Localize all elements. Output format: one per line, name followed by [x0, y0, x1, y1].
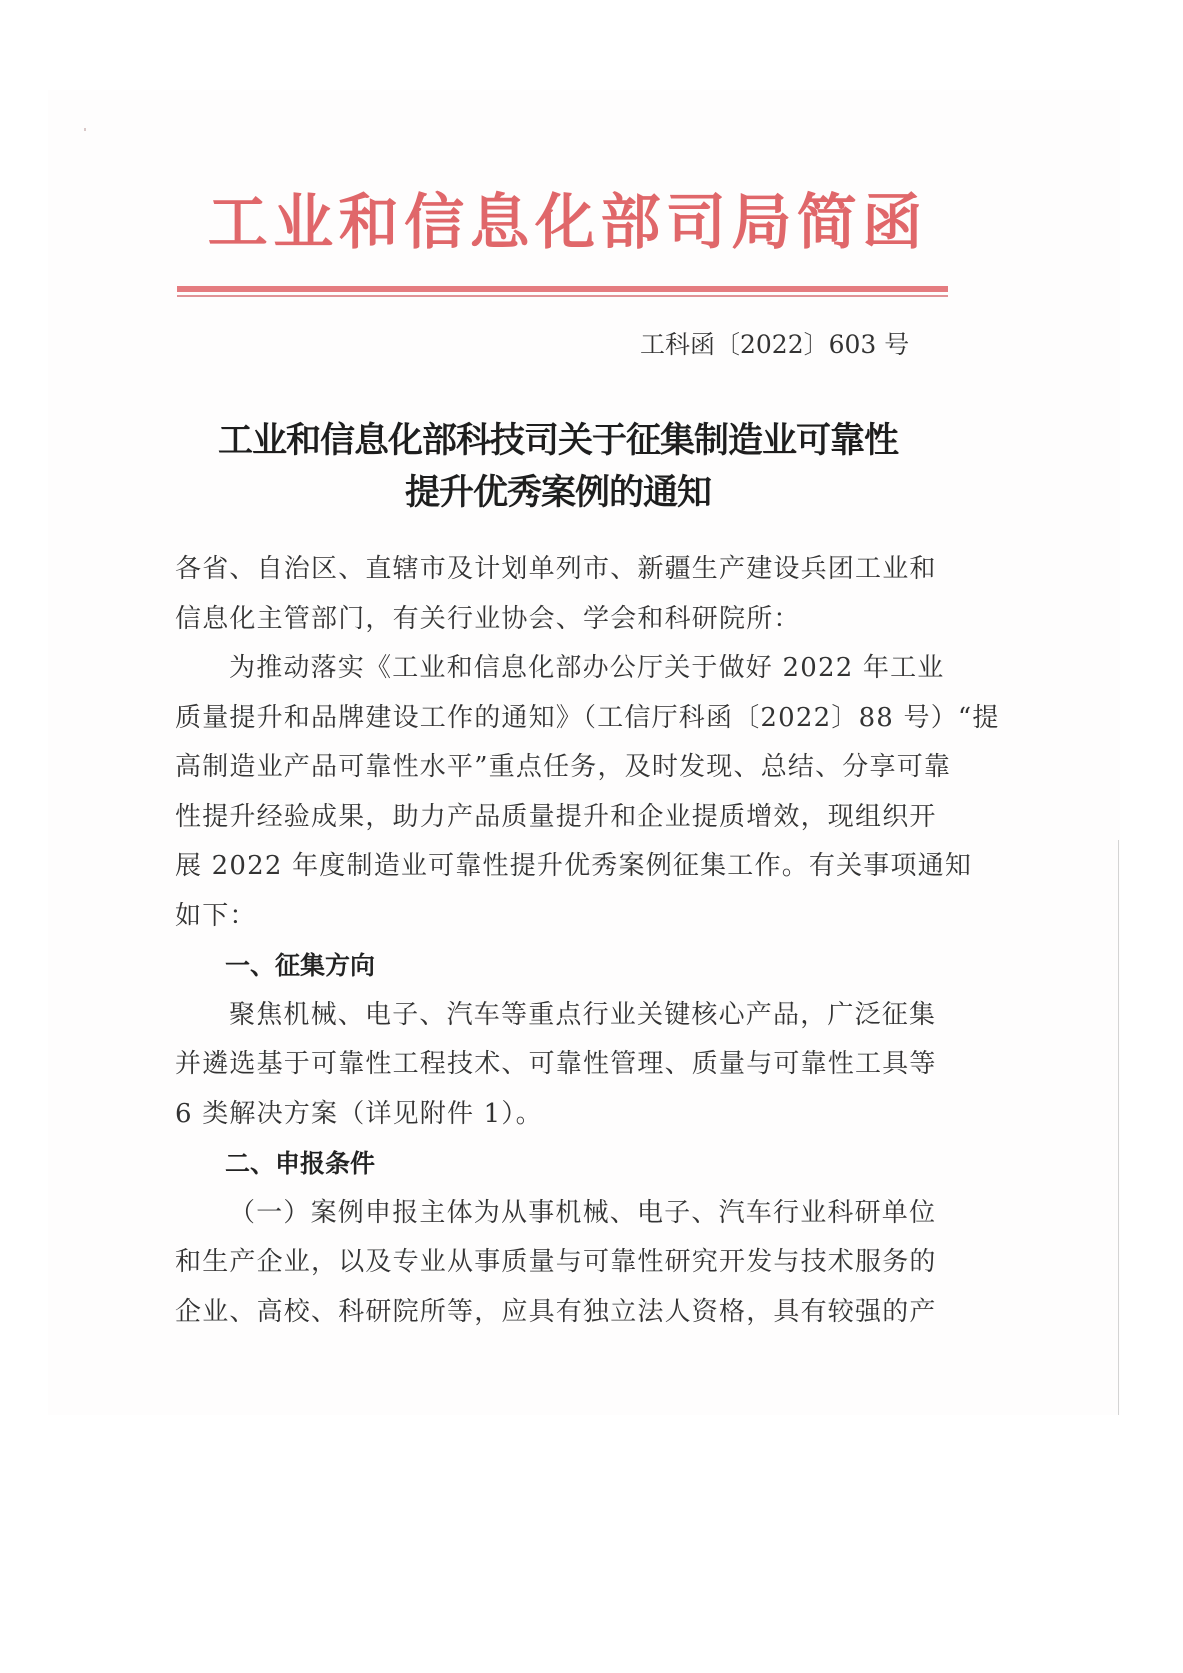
section-heading-application-conditions: 二、申报条件 [225, 1149, 376, 1178]
document-number: 工科函〔2022〕603 号 [640, 330, 910, 359]
section-line: 并遴选基于可靠性工程技术、可靠性管理、质量与可靠性工具等 [175, 1049, 937, 1079]
document-title-line-2: 提升优秀案例的通知 [404, 472, 711, 513]
masthead-char: 函 [862, 188, 923, 258]
intro-line: 为推动落实《工业和信息化部办公厅关于做好 2022 年工业 [229, 653, 945, 683]
document-title [178, 415, 938, 519]
masthead-title [205, 178, 925, 258]
masthead-char: 工 [207, 188, 268, 258]
masthead-char: 和 [338, 188, 399, 258]
intro-line: 质量提升和品牌建设工作的通知》（工信厅科函〔2022〕88 号）“提 [175, 702, 1000, 733]
intro-line: 展 2022 年度制造业可靠性提升优秀案例征集工作。有关事项通知 [175, 851, 973, 881]
masthead-rule-thick [177, 286, 948, 292]
section-line: 聚焦机械、电子、汽车等重点行业关键核心产品，广泛征集 [229, 999, 937, 1030]
intro-line: 高制造业产品可靠性水平”重点任务，及时发现、总结、分享可靠 [175, 752, 952, 782]
masthead-char: 局 [731, 188, 792, 258]
masthead-char: 部 [600, 188, 661, 258]
intro-line: 如下： [175, 900, 257, 931]
document-body [175, 545, 1000, 1337]
section-line: 和生产企业，以及专业从事质量与可靠性研究开发与技术服务的 [175, 1247, 937, 1277]
masthead-char: 简 [796, 188, 857, 258]
recipients-line-1: 各省、自治区、直辖市及计划单列市、新疆生产建设兵团工业和 [175, 554, 937, 584]
masthead-char: 息 [469, 188, 530, 258]
section-line: （一）案例申报主体为从事机械、电子、汽车行业科研单位 [229, 1197, 937, 1228]
recipients-line-2: 信息化主管部门，有关行业协会、学会和科研院所： [175, 603, 801, 634]
masthead-char: 业 [273, 188, 334, 258]
masthead-char: 信 [404, 188, 465, 258]
section-heading-collection-direction: 一、征集方向 [225, 951, 376, 980]
masthead-char: 司 [665, 188, 726, 258]
masthead-char: 化 [534, 188, 595, 258]
document-title-line-1: 工业和信息化部科技司关于征集制造业可靠性 [217, 420, 898, 461]
section-line: 企业、高校、科研院所等，应具有独立法人资格，具有较强的产 [175, 1296, 937, 1327]
section-line: 6 类解决方案（详见附件 1）。 [175, 1098, 543, 1129]
intro-line: 性提升经验成果，助力产品质量提升和企业提质增效，现组织开 [175, 801, 937, 832]
page-edge-line [1118, 840, 1119, 1415]
scan-speck [84, 128, 86, 131]
masthead-rule-thin [177, 295, 948, 297]
